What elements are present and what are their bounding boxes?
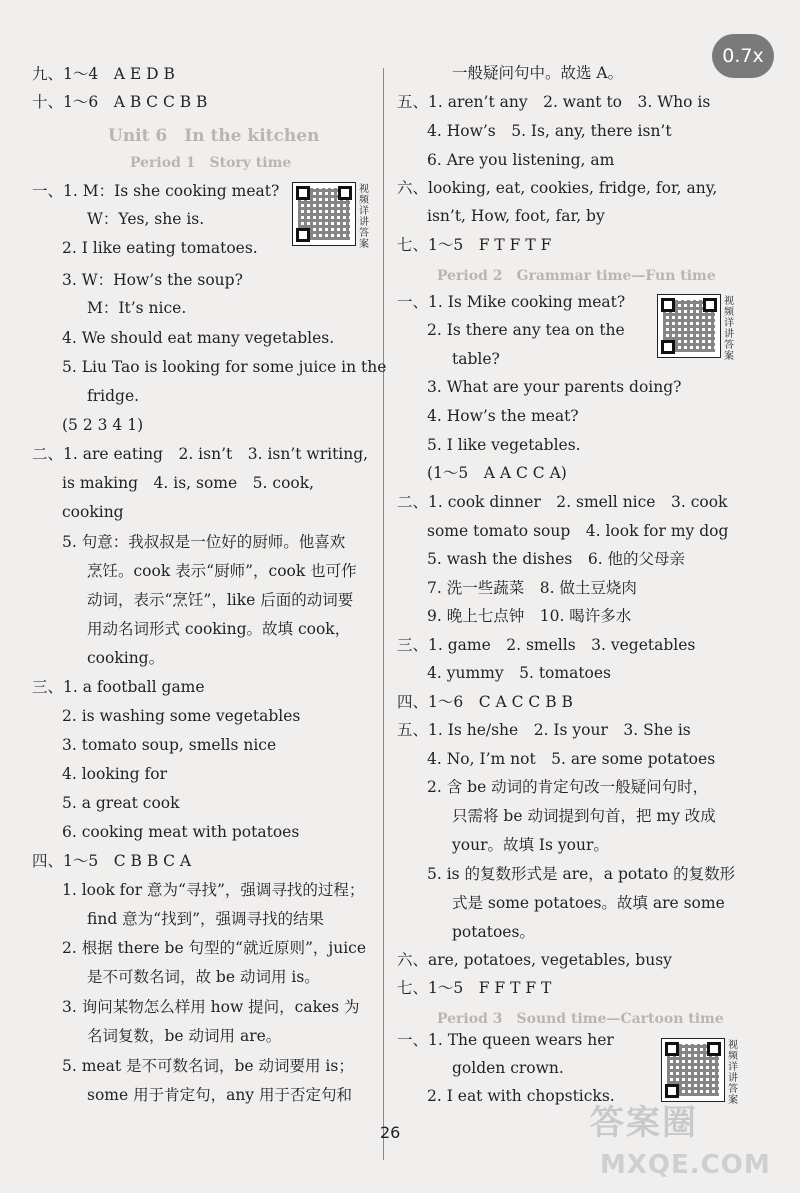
answer-line: 4. looking for	[62, 765, 167, 783]
playback-speed-badge[interactable]: 0.7x	[712, 34, 774, 78]
answer-line: 四、1～6 C A C C B B	[397, 693, 573, 711]
answer-line: 3. 询问某物怎么样用 how 提问，cakes 为	[62, 998, 360, 1016]
answer-line: your。故填 Is your。	[452, 836, 609, 854]
answer-line: 6. Are you listening, am	[427, 151, 615, 169]
qr-label: 视频详讲答案	[728, 1040, 738, 1106]
answer-line: 4. yummy 5. tomatoes	[427, 664, 612, 682]
qr-code[interactable]	[657, 294, 721, 358]
answer-line: 6. cooking meat with potatoes	[62, 823, 300, 841]
period-heading: Period 1 Story time	[130, 155, 292, 171]
answer-line: find 意为“找到”，强调寻找的结果	[87, 910, 325, 928]
answer-line: 3. W：How’s the soup?	[62, 271, 243, 289]
answer-line: 4. How’s the meat?	[427, 407, 579, 425]
answer-line: 是不可数名词，故 be 动词用 is。	[87, 968, 320, 986]
answer-line: 五、1. Is he/she 2. Is your 3. She is	[397, 721, 691, 739]
answer-line: 9. 晚上七点钟 10. 喝许多水	[427, 607, 632, 625]
answer-line: 4. We should eat many vegetables.	[62, 329, 335, 347]
answer-line: 名词复数，be 动词用 are。	[87, 1027, 282, 1045]
period-heading: Period 3 Sound time—Cartoon time	[437, 1011, 724, 1027]
answer-line: 六、looking, eat, cookies, fridge, for, any,	[397, 179, 718, 197]
column-divider	[383, 68, 384, 1160]
answer-line: 一、1. The queen wears her	[397, 1031, 614, 1049]
answer-line: 5. Liu Tao is looking for some juice in the	[62, 358, 387, 376]
answer-line: 4. How’s 5. Is, any, there isn’t	[427, 122, 672, 140]
answer-line: 三、1. a football game	[32, 678, 205, 696]
answer-line: 动词，表示“烹饪”，like 后面的动词要	[87, 591, 354, 609]
watermark-logo: 答案圈	[590, 1103, 698, 1143]
answer-line: golden crown.	[452, 1059, 564, 1077]
answer-line: some tomato soup 4. look for my dog	[427, 522, 729, 540]
answer-line: 2. 根据 there be 句型的“就近原则”，juice	[62, 939, 367, 957]
answer-line: 七、1～5 F T F T F	[397, 236, 552, 254]
answer-line: is making 4. is, some 5. cook,	[62, 474, 315, 492]
answer-line: 一、1. Is Mike cooking meat?	[397, 293, 626, 311]
answer-line: 二、1. are eating 2. isn’t 3. isn’t writing,	[32, 445, 369, 463]
qr-label: 视频详讲答案	[724, 296, 734, 362]
answer-line: 2. Is there any tea on the	[427, 321, 625, 339]
answer-line: 2. I like eating tomatoes.	[62, 239, 258, 257]
answer-line: (5 2 3 4 1)	[62, 416, 144, 434]
answer-line: 一般疑问句中。故选 A。	[452, 64, 624, 82]
answer-line: 1. look for 意为“寻找”，强调寻找的过程；	[62, 881, 365, 899]
answer-line: 4. No, I’m not 5. are some potatoes	[427, 750, 716, 768]
answer-line: 二、1. cook dinner 2. smell nice 3. cook	[397, 493, 728, 511]
answer-line: 3. tomato soup, smells nice	[62, 736, 277, 754]
answer-line: 烹饪。cook 表示“厨师”，cook 也可作	[87, 562, 357, 580]
answer-line: M：It’s nice.	[87, 299, 187, 317]
answer-line: 5. is 的复数形式是 are，a potato 的复数形	[427, 865, 736, 883]
answer-line: 用动名词形式 cooking。故填 cook，	[87, 620, 351, 638]
answer-line: table?	[452, 350, 500, 368]
answer-line: cooking。	[87, 649, 165, 667]
watermark-site: MXQE.COM	[600, 1150, 771, 1180]
answer-line: 5. 句意：我叔叔是一位好的厨师。他喜欢	[62, 533, 346, 551]
period-heading: Period 2 Grammar time—Fun time	[437, 268, 716, 284]
answer-line: 十、1～6 A B C C B B	[32, 93, 208, 111]
answer-line: 九、1～4 A E D B	[32, 65, 175, 83]
answer-line: 2. I eat with chopsticks.	[427, 1087, 615, 1105]
answer-line: 只需将 be 动词提到句首，把 my 改成	[452, 807, 716, 825]
answer-line: 5. meat 是不可数名词，be 动词要用 is；	[62, 1057, 354, 1075]
answer-line: 2. 含 be 动词的肯定句改一般疑问句时，	[427, 778, 709, 796]
answer-line: some 用于肯定句，any 用于否定句和	[87, 1086, 352, 1104]
answer-line: 六、are, potatoes, vegetables, busy	[397, 951, 672, 969]
answer-line: potatoes。	[452, 923, 535, 941]
answer-line: 7. 洗一些蔬菜 8. 做土豆烧肉	[427, 579, 637, 597]
qr-code[interactable]	[292, 182, 356, 246]
qr-label: 视频详讲答案	[359, 184, 369, 250]
answer-line: W：Yes, she is.	[87, 210, 205, 228]
answer-line: 5. wash the dishes 6. 他的父母亲	[427, 550, 686, 568]
page-number: 26	[380, 1123, 401, 1142]
answer-line: 5. I like vegetables.	[427, 436, 581, 454]
qr-code[interactable]	[661, 1038, 725, 1102]
answer-line: cooking	[62, 503, 124, 521]
unit-heading: Unit 6 In the kitchen	[108, 126, 320, 146]
answer-line: 3. What are your parents doing?	[427, 378, 682, 396]
answer-line: fridge.	[87, 387, 140, 405]
answer-line: (1～5 A A C C A)	[427, 464, 567, 482]
answer-line: 5. a great cook	[62, 794, 180, 812]
answer-line: 式是 some potatoes。故填 are some	[452, 894, 725, 912]
answer-line: 四、1～5 C B B C A	[32, 852, 192, 870]
answer-line: 五、1. aren’t any 2. want to 3. Who is	[397, 93, 711, 111]
answer-line: isn’t, How, foot, far, by	[427, 207, 605, 225]
answer-line: 2. is washing some vegetables	[62, 707, 301, 725]
answer-line: 七、1～5 F F T F T	[397, 979, 552, 997]
answer-line: 三、1. game 2. smells 3. vegetables	[397, 636, 696, 654]
answer-line: 一、1. M：Is she cooking meat?	[32, 182, 280, 200]
